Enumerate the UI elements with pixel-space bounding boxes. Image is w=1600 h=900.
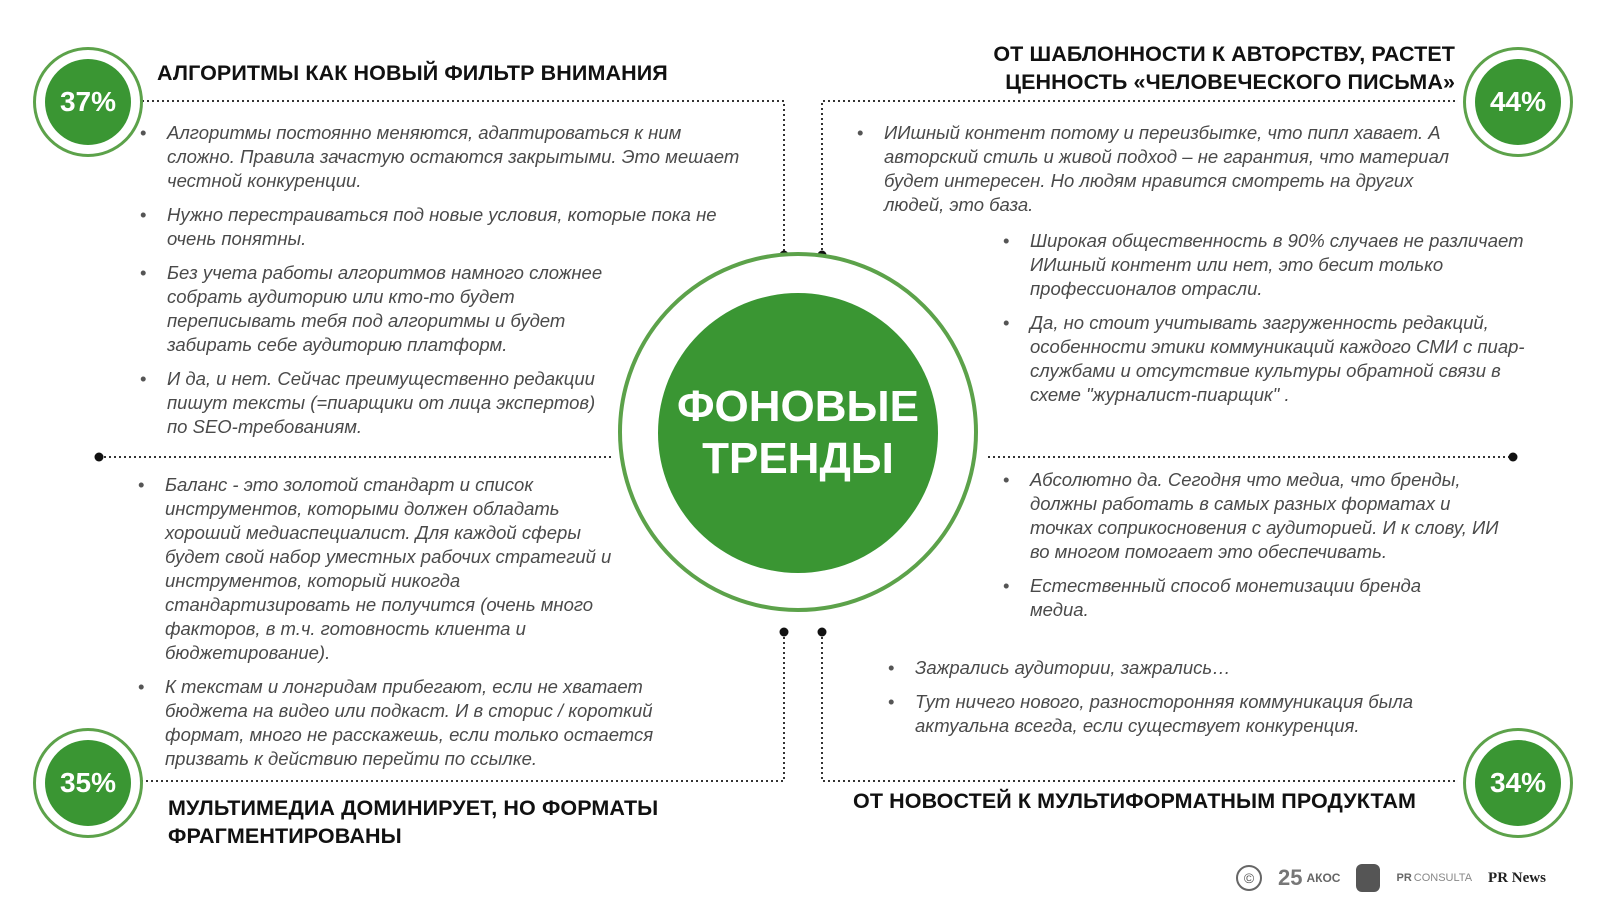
title-bottom-right: ОТ НОВОСТЕЙ К МУЛЬТИФОРМАТНЫМ ПРОДУКТАМ (853, 789, 1416, 813)
percent-badge-top-right: 44% (1463, 47, 1573, 157)
percent-badge-top-left: 37% (33, 47, 143, 157)
list-item: • Без учета работы алгоритмов намного сложнее собрать аудиторию или кто-то будет переписывать тебя под алгоритмы и будет забирать себе аудиторию платформ. (140, 261, 607, 357)
bullets-bottom-left (138, 473, 654, 781)
center-title-line1: ФОНОВЫЕ (677, 382, 919, 431)
akos-text: АКОС (1306, 871, 1341, 885)
prnews-logo: PR News (1488, 869, 1546, 886)
percent-badge-bottom-right: 34% (1463, 728, 1573, 838)
list-item: • Абсолютно да. Сегодня что медиа, что бренды, должны работать в самых разных форматах и точках соприкосновения с аудиторией. И к слову, ИИ во многом помогает это обеспечивать. (1003, 468, 1503, 564)
bullets-top-right-b (1003, 229, 1528, 417)
list-item: • ИИшный контент потому и переизбытке, что пипл хавает. А авторский стиль и живой подход – не гарантия, что материал будет интересен. Но людям нравится смотреть на других людей, это база. (857, 121, 1457, 217)
copyright-logo-icon: © (1236, 865, 1262, 891)
list-item: • Да, но стоит учитывать загруженность редакций, особенности этики коммуникаций каждого СМИ с пиар-службами и отсутствие культуры обратной связи в схеме "журналист-пиарщик" . (1003, 311, 1528, 407)
prconsulta-logo: PR CONSULTA (1396, 872, 1473, 884)
list-item: • Зажрались аудитории, зажрались… (888, 656, 1448, 680)
list-item: • К текстам и лонгридам прибегают, если не хватает бюджета на видео или подкаст. И в сторис / короткий формат, много не расскажешь, если только остается призвать к действию перейти по ссылке. (138, 675, 705, 771)
akos-25-text: 25 (1278, 865, 1303, 890)
footer-logos (1236, 860, 1546, 896)
crest-logo-icon (1356, 864, 1380, 892)
list-item: • Тут ничего нового, разносторонняя коммуникация была актуальна всегда, если существует конкуренция. (888, 690, 1448, 738)
percent-badge-bottom-left: 35% (33, 728, 143, 838)
list-item: • Широкая общественность в 90% случаев не различает ИИшный контент или нет, это бесит только профессионалов отрасли. (1003, 229, 1528, 301)
bullets-top-left (140, 121, 740, 449)
list-item: • Нужно перестраиваться под новые условия, которые пока не очень понятны. (140, 203, 740, 251)
bullets-top-right-a (857, 121, 1457, 227)
center-title-line2: ТРЕНДЫ (702, 434, 894, 483)
title-top-right: ОТ ШАБЛОННОСТИ К АВТОРСТВУ, РАСТЕТ ЦЕННОСТЬ «ЧЕЛОВЕЧЕСКОГО ПИСЬМА» (993, 42, 1455, 94)
list-item: • Алгоритмы постоянно меняются, адаптироваться к ним сложно. Правила зачастую остаются закрытыми. Это мешает честной конкуренции. (140, 121, 740, 193)
title-bottom-left: МУЛЬТИМЕДИА ДОМИНИРУЕТ, НО ФОРМАТЫ ФРАГМЕНТИРОВАНЫ (168, 796, 659, 848)
title-top-left: АЛГОРИТМЫ КАК НОВЫЙ ФИЛЬТР ВНИМАНИЯ (157, 61, 668, 85)
bullets-bottom-right-b (888, 656, 1448, 748)
akos-logo (1278, 865, 1340, 891)
list-item: • Естественный способ монетизации бренда медиа. (1003, 574, 1470, 622)
list-item: • Баланс - это золотой стандарт и список инструментов, которыми должен обладать хороший медиаспециалист. Для каждой сферы будет свой набор уместных рабочих стратегий и инструментов, который никогда стандартизировать не получится (очень много факторов, в т.ч. готовность клиента и бюджетирование). (138, 473, 638, 665)
bullets-bottom-right-a (1003, 468, 1503, 632)
list-item: • И да, и нет. Сейчас преимущественно редакции пишут тексты (=пиарщики от лица экспертов) по SEO-требованиям. (140, 367, 617, 439)
